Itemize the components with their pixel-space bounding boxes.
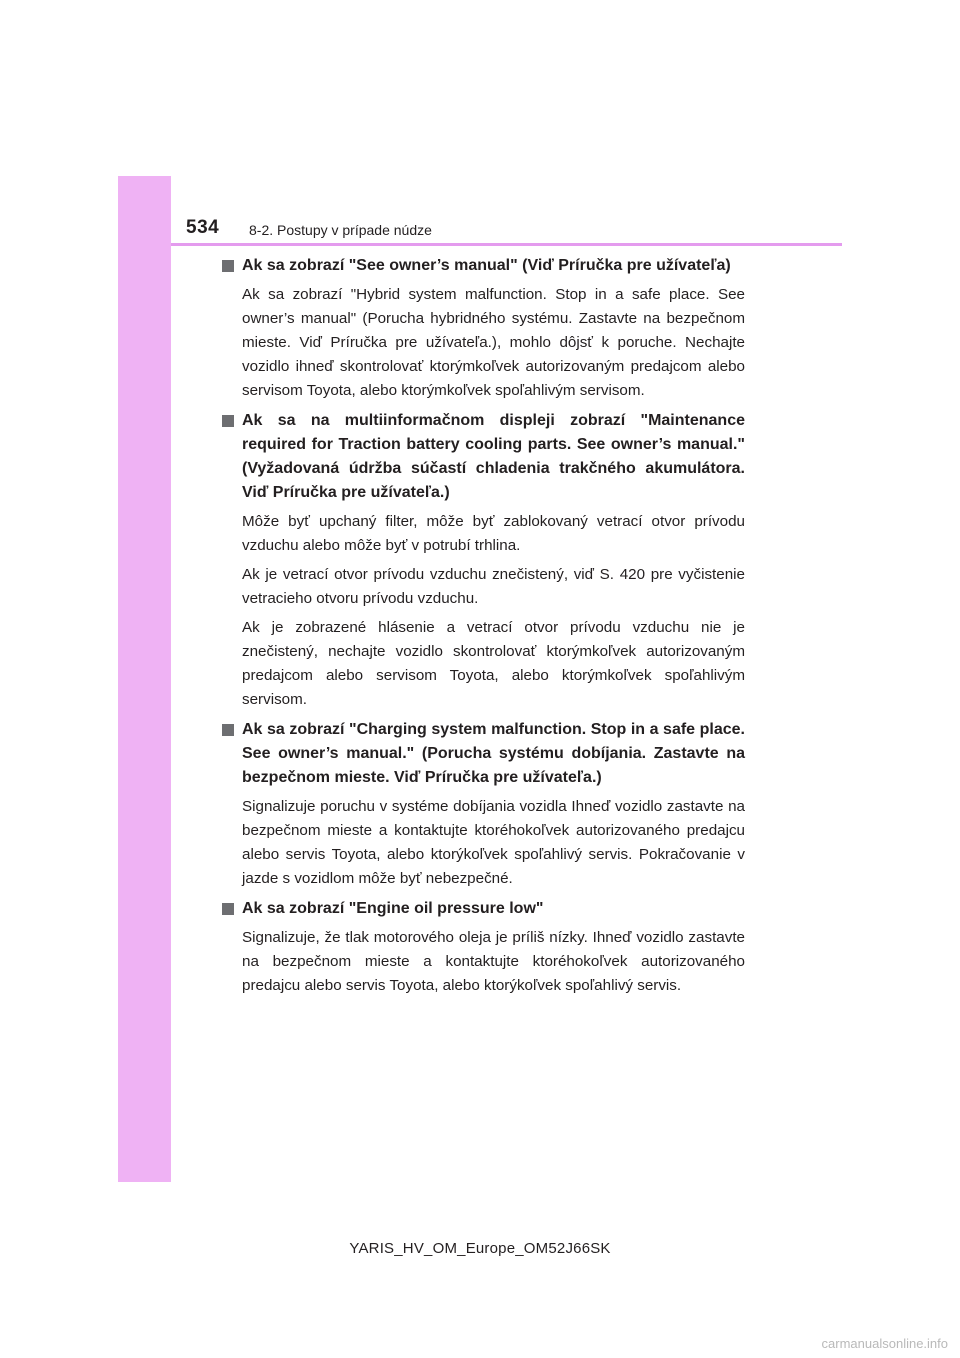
chapter-title: 8-2. Postupy v prípade núdze xyxy=(249,222,432,238)
square-bullet-icon xyxy=(222,724,234,736)
section-heading-text: Ak sa zobrazí "Engine oil pressure low" xyxy=(242,900,544,917)
section-see-owners-manual xyxy=(222,254,745,403)
page-number: 534 xyxy=(186,217,220,238)
watermark: carmanualsonline.info xyxy=(821,1336,948,1351)
square-bullet-icon xyxy=(222,903,234,915)
section-paragraph: Signalizuje, že tlak motorového oleja je príliš nízky. Ihneď vozidlo zastavte na bezpečnom mieste a kontaktujte ktoréhokoľvek autorizovaného predajcu alebo servis Toyota, alebo ktorýkoľvek spoľahlivý servis. xyxy=(242,929,745,994)
square-bullet-icon xyxy=(222,415,234,427)
header-rule xyxy=(171,243,842,246)
section-traction-battery-cooling xyxy=(222,409,745,712)
section-paragraph: Ak je zobrazené hlásenie a vetrací otvor prívodu vzduchu nie je znečistený, nechajte vozidlo skontrolovať ktorýmkoľvek autorizovaným predajcom alebo servisom Toyota, alebo ktorýmkoľvek spoľahlivým servisom. xyxy=(242,619,745,708)
section-heading-text: Ak sa na multiinformačnom displeji zobrazí "Maintenance required for Traction battery cooling parts. See owner’s manual." (Vyžadovaná údržba súčastí chladenia trakčného akumulátora. Viď Príručka pre užívateľa.) xyxy=(242,412,745,501)
section-heading xyxy=(222,897,745,921)
section-paragraph: Môže byť upchaný filter, môže byť zablokovaný vetrací otvor prívodu vzduchu alebo môže byť v potrubí trhlina. xyxy=(242,513,745,554)
square-bullet-icon xyxy=(222,260,234,272)
section-paragraph: Ak je vetrací otvor prívodu vzduchu znečistený, viď S. 420 pre vyčistenie vetracieho otvoru prívodu vzduchu. xyxy=(242,566,745,607)
section-charging-system-malfunction xyxy=(222,718,745,891)
section-heading xyxy=(222,718,745,790)
section-heading-text: Ak sa zobrazí "Charging system malfunction. Stop in a safe place. See owner’s manual." (Porucha systému dobíjania. Zastavte na bezpečnom mieste. Viď Príručka pre užívateľa.) xyxy=(242,721,745,786)
section-paragraph: Signalizuje poruchu v systéme dobíjania vozidla Ihneď vozidlo zastavte na bezpečnom mieste a kontaktujte ktoréhokoľvek autorizovaného predajcu alebo servis Toyota, alebo ktorýkoľvek spoľahlivý servis. Pokračovanie v jazde s vozidlom môže byť nebezpečné. xyxy=(242,798,745,887)
section-paragraph: Ak sa zobrazí "Hybrid system malfunction. Stop in a safe place. See owner’s manual" (Porucha hybridného systému. Zastavte na bezpečnom mieste. Viď Príručka pre užívateľa.), mohlo dôjsť k poruche. Nechajte vozidlo ihneď skontrolovať ktorýmkoľvek autorizovaným predajcom alebo servisom Toyota, alebo ktorýmkoľvek spoľahlivým servisom. xyxy=(242,286,745,399)
side-color-band xyxy=(118,176,171,1182)
section-heading-text: Ak sa zobrazí "See owner’s manual" (Viď Príručka pre užívateľa) xyxy=(242,257,731,274)
section-heading xyxy=(222,409,745,505)
page-content xyxy=(222,254,745,1003)
section-heading xyxy=(222,254,745,278)
section-engine-oil-pressure-low xyxy=(222,897,745,998)
document-footer-code: YARIS_HV_OM_Europe_OM52J66SK xyxy=(349,1240,611,1257)
